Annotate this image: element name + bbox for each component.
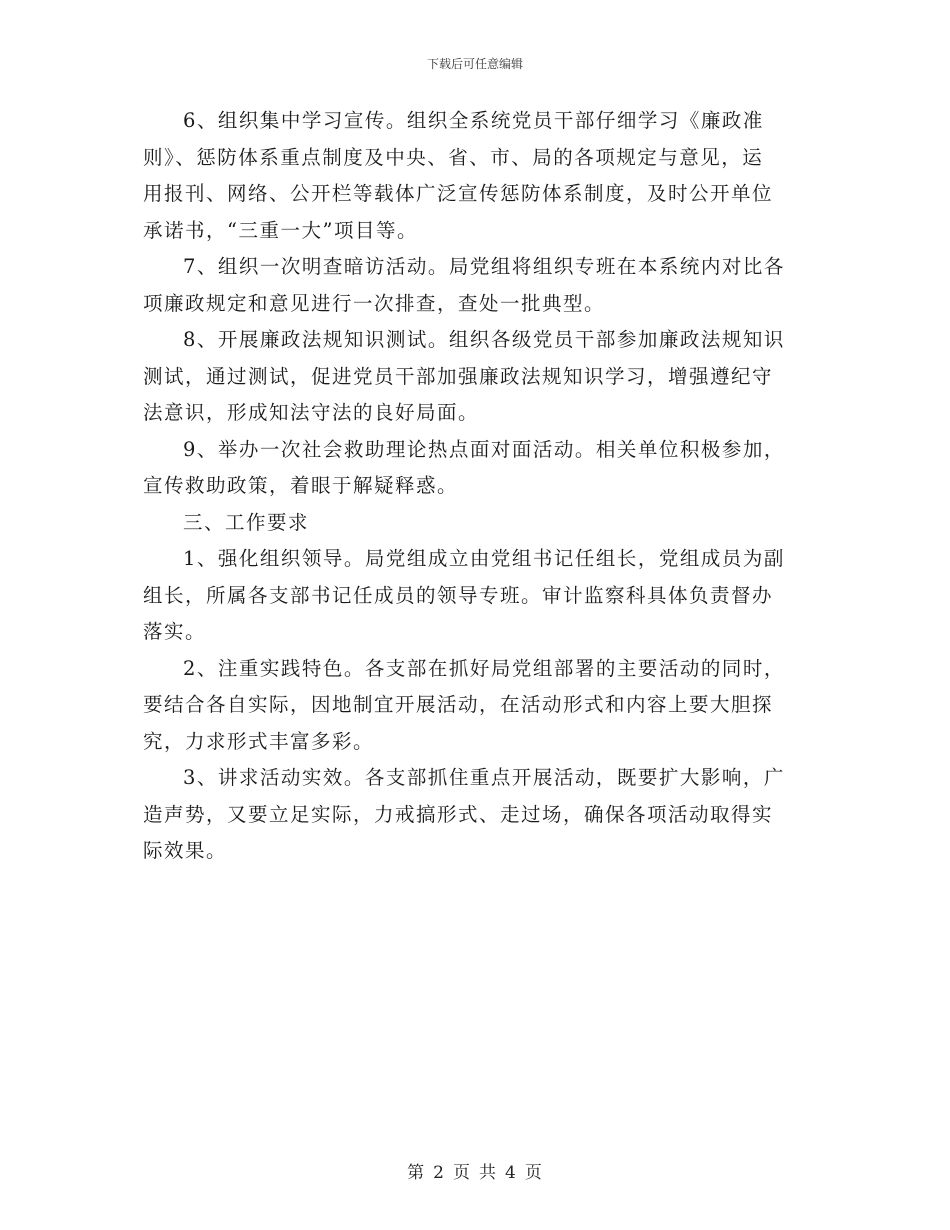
- paragraph-item-6: [143, 103, 808, 249]
- page-number-footer: [0, 1158, 950, 1183]
- text-line: 2、注重实践特色。各支部在抓好局党组部署的主要活动的同时，: [183, 656, 785, 680]
- paragraph-requirement-1: [143, 541, 808, 651]
- text-line: 9、举办一次社会救助理论热点面对面活动。相关单位积极参加，: [183, 437, 785, 461]
- section-heading-work-requirements: [143, 505, 808, 542]
- current-page-number: 2: [433, 1163, 445, 1183]
- text-line: 则》、惩防体系重点制度及中央、省、市、局的各项规定与意见，运: [143, 145, 764, 169]
- text-line: 落实。: [143, 620, 207, 643]
- text-line: 宣传救助政策，着眼于解疑释惑。: [143, 474, 459, 497]
- text-line: 组长，所属各支部书记任成员的领导专班。审计监察科具体负责督办: [143, 583, 774, 607]
- text-line: 1、强化组织领导。局党组成立由党组书记任组长，党组成员为副: [183, 547, 785, 570]
- footer-total-prefix: 共: [479, 1163, 497, 1183]
- text-line: 8、开展廉政法规知识测试。组织各级党员干部参加廉政法规知识: [183, 328, 785, 351]
- total-pages-number: 4: [505, 1163, 517, 1183]
- paragraph-requirement-3: [143, 760, 808, 870]
- paragraph-item-8: [143, 322, 808, 432]
- text-line: 3、讲求活动实效。各支部抓住重点开展活动，既要扩大影响，广: [183, 766, 785, 789]
- paragraph-item-9: [143, 432, 808, 505]
- footer-page-word: 页: [453, 1163, 471, 1183]
- text-line: 造声势，又要立足实际，力戒搞形式、走过场，确保各项活动取得实: [143, 802, 774, 826]
- paragraph-item-7: [143, 249, 808, 322]
- text-line: 三、工作要求: [183, 510, 310, 534]
- text-line: 承诺书，“三重一大”项目等。: [143, 218, 418, 242]
- text-line: 6、组织集中学习宣传。组织全系统党员干部仔细学习《廉政准: [183, 109, 764, 132]
- footer-prefix: 第: [407, 1163, 426, 1183]
- document-body: [143, 103, 808, 870]
- text-line: 7、组织一次明查暗访活动。局党组将组织专班在本系统内对比各: [183, 255, 785, 278]
- text-line: 用报刊、网络、公开栏等载体广泛宣传惩防体系制度，及时公开单位: [143, 182, 774, 205]
- text-line: 法意识，形成知法守法的良好局面。: [143, 401, 480, 424]
- text-line: 究，力求形式丰富多彩。: [143, 729, 375, 753]
- paragraph-requirement-2: [143, 651, 808, 761]
- text-line: 项廉政规定和意见进行一次排查，查处一批典型。: [143, 291, 606, 315]
- text-line: 际效果。: [143, 839, 228, 862]
- page-header-note: 下载后可任意编辑: [426, 57, 523, 71]
- footer-suffix: 页: [524, 1163, 543, 1183]
- text-line: 测试，通过测试，促进党员干部加强廉政法规知识学习，增强遵纪守: [143, 364, 774, 388]
- text-line: 要结合各自实际，因地制宜开展活动，在活动形式和内容上要大胆探: [143, 693, 774, 716]
